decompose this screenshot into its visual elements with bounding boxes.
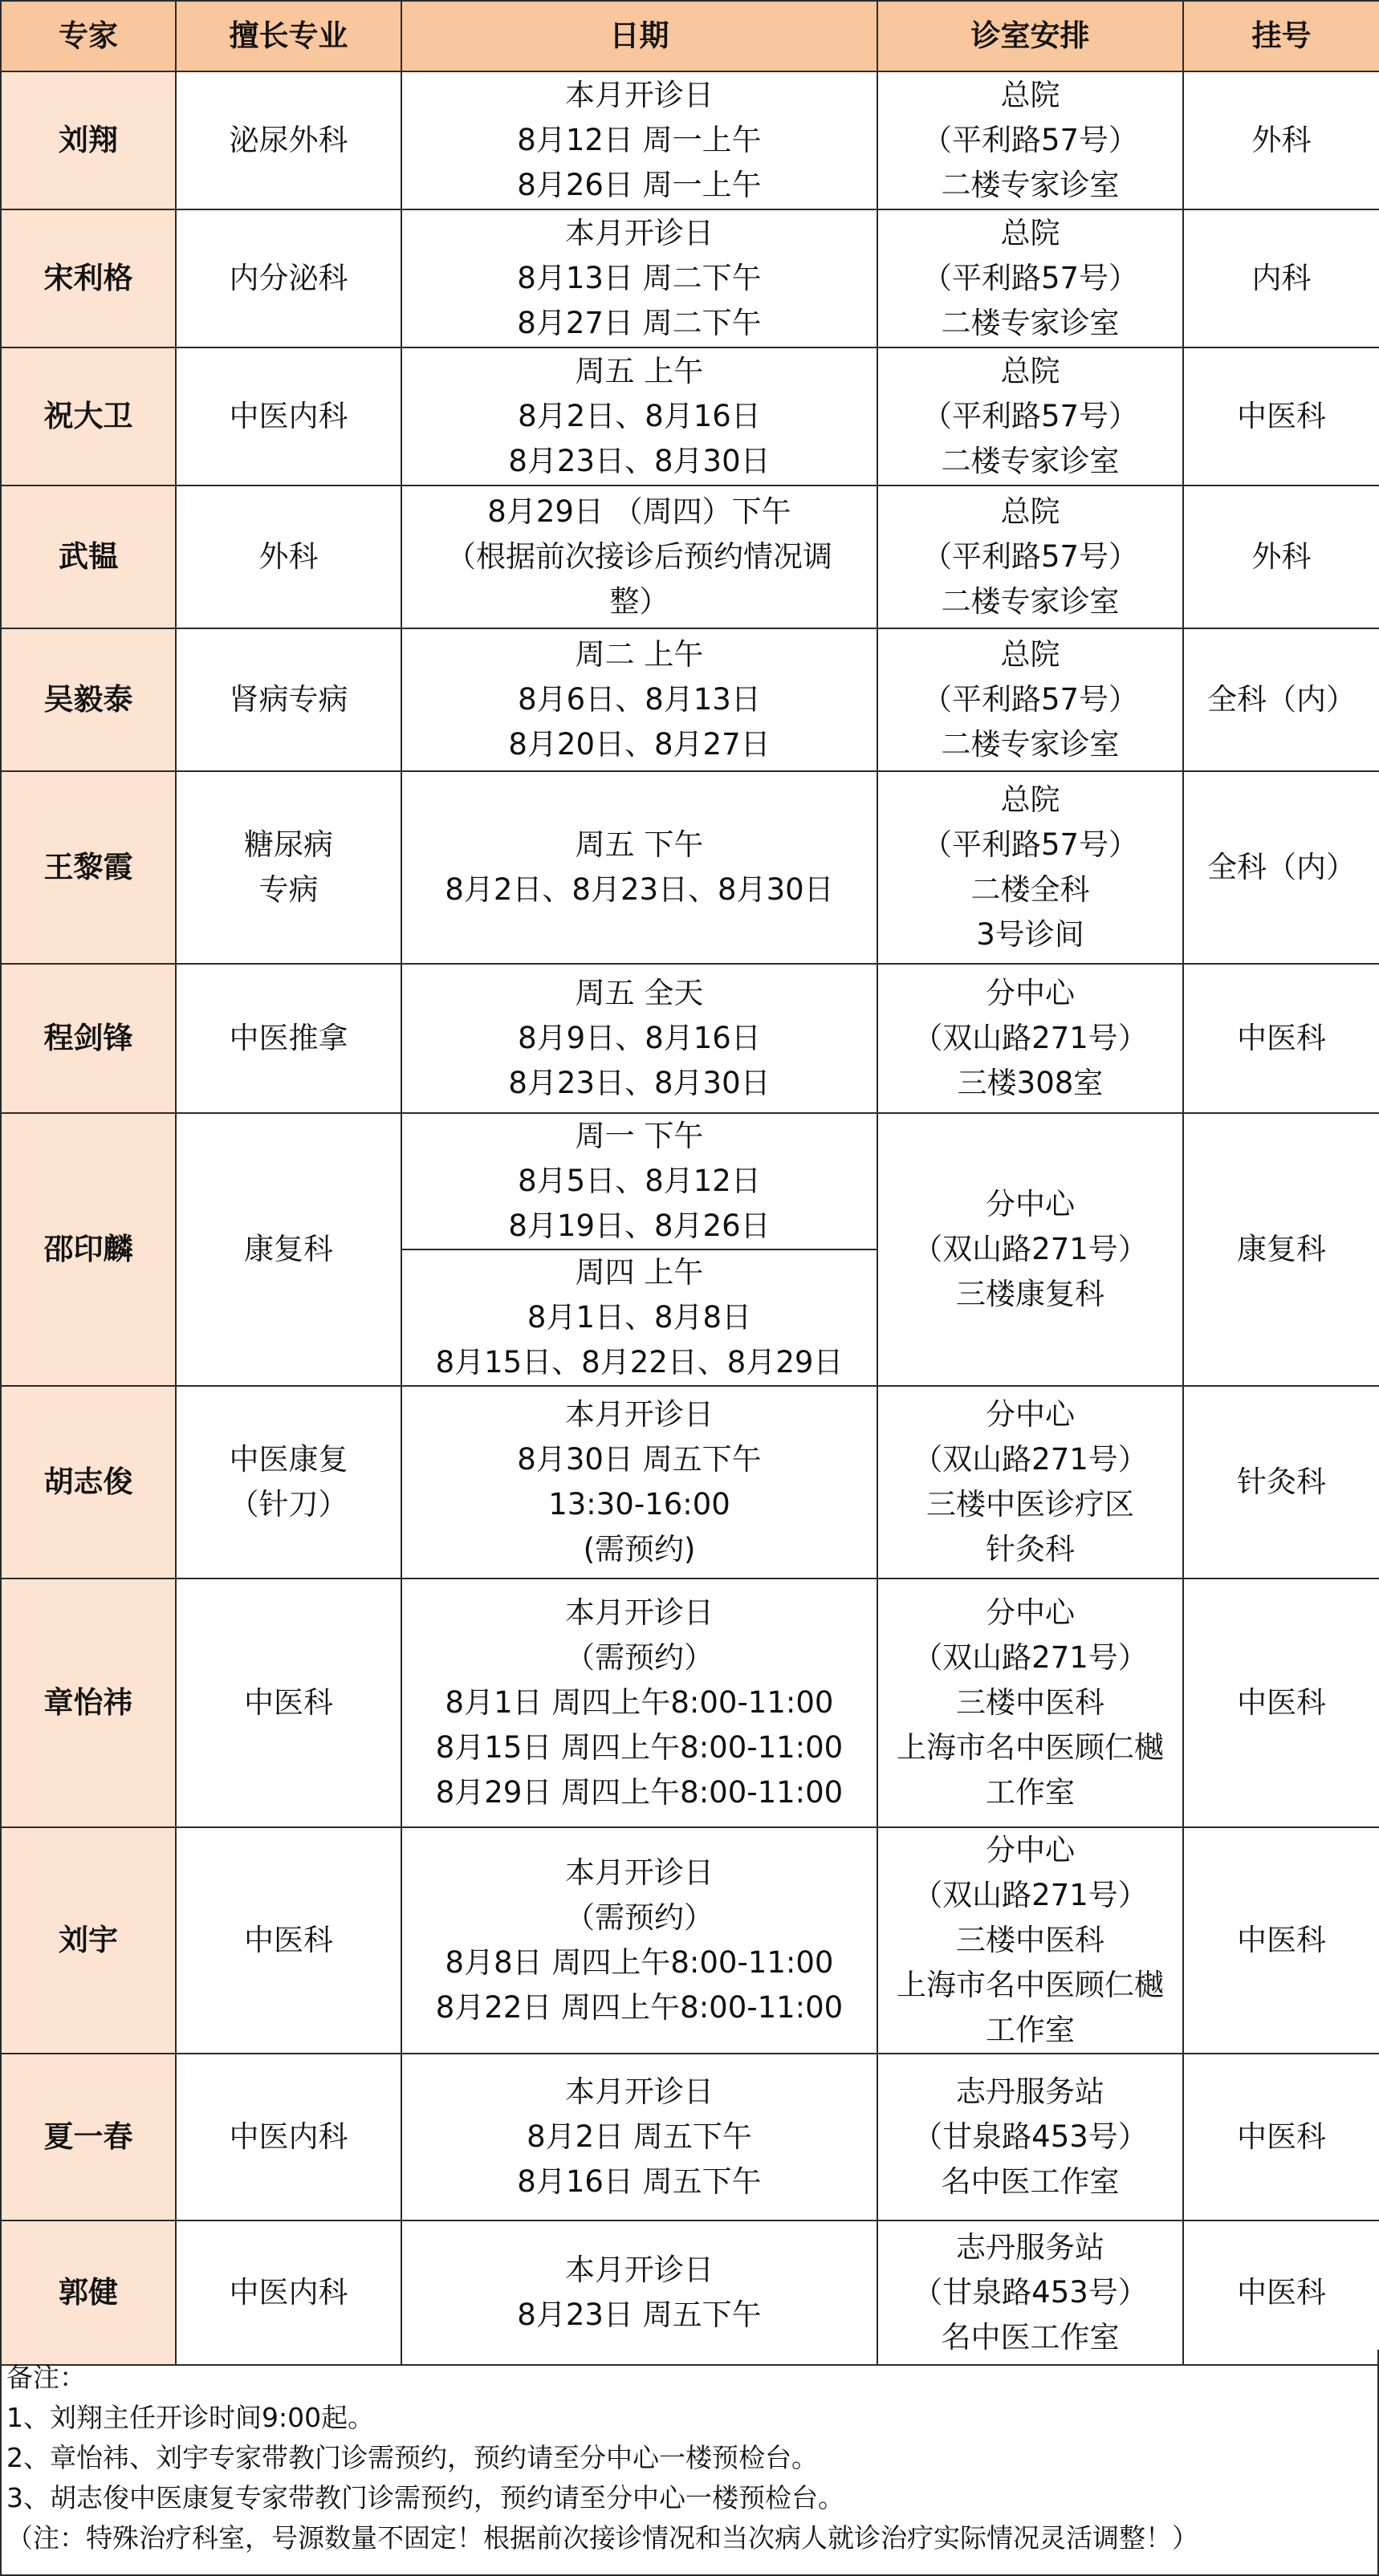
register-cell: 中医科 — [1183, 1579, 1379, 1827]
expert-name: 武韫 — [1, 486, 176, 628]
notes-title: 备注： — [6, 2362, 86, 2393]
header-register: 挂号 — [1183, 1, 1379, 71]
table-header-row — [1, 1, 1379, 71]
note-item: 1、刘翔主任开诊时间9:00起。 — [6, 2402, 375, 2433]
register-cell: 中医科 — [1183, 1827, 1379, 2054]
header-expert: 专家 — [1, 1, 176, 71]
table-row — [1, 1827, 1379, 2054]
date-cell: 周五 下午 8月2日、8月23日、8月30日 — [401, 771, 877, 964]
date-cell: 本月开诊日 （需预约） 8月1日 周四上午8:00-11:00 8月15日 周四上午8:00-11:00 8月29日 周四上午8:00-11:00 — [401, 1579, 877, 1827]
table-row — [1, 1386, 1379, 1579]
specialty-cell: 中医内科 — [176, 347, 401, 486]
specialty-cell: 泌尿外科 — [176, 71, 401, 209]
date-cell: 周五 上午 8月2日、8月16日 8月23日、8月30日 — [401, 347, 877, 486]
register-cell: 中医科 — [1183, 347, 1379, 486]
table-row — [1, 771, 1379, 964]
note-item: 2、章怡祎、刘宇专家带教门诊需预约，预约请至分中心一楼预检台。 — [6, 2442, 818, 2473]
room-cell: 总院 （平利路57号） 二楼专家诊室 — [877, 209, 1183, 347]
register-cell: 中医科 — [1183, 2220, 1379, 2365]
room-cell: 总院 （平利路57号） 二楼专家诊室 — [877, 628, 1183, 771]
register-cell: 外科 — [1183, 486, 1379, 628]
date-cell: 本月开诊日 8月12日 周一上午 8月26日 周一上午 — [401, 71, 877, 209]
header-date: 日期 — [401, 1, 877, 71]
expert-name: 祝大卫 — [1, 347, 176, 486]
specialty-cell: 中医科 — [176, 1579, 401, 1827]
date-cell: 本月开诊日 （需预约） 8月8日 周四上午8:00-11:00 8月22日 周四上午8:00-11:00 — [401, 1827, 877, 2054]
register-cell: 康复科 — [1183, 1113, 1379, 1386]
expert-name: 刘宇 — [1, 1827, 176, 2054]
room-cell: 志丹服务站 （甘泉路453号） 名中医工作室 — [877, 2054, 1183, 2220]
room-cell: 分中心 （双山路271号） 三楼康复科 — [877, 1113, 1183, 1386]
table-row — [1, 2220, 1379, 2365]
header-room: 诊室安排 — [877, 1, 1183, 71]
room-cell: 总院 （平利路57号） 二楼专家诊室 — [877, 486, 1183, 628]
table-row — [1, 486, 1379, 628]
table-row — [1, 628, 1379, 771]
expert-name: 郭健 — [1, 2220, 176, 2365]
expert-name: 程剑锋 — [1, 964, 176, 1113]
date-cell: 本月开诊日 8月2日 周五下午 8月16日 周五下午 — [401, 2054, 877, 2220]
expert-name: 刘翔 — [1, 71, 176, 209]
register-cell: 中医科 — [1183, 964, 1379, 1113]
note-item: 3、胡志俊中医康复专家带教门诊需预约，预约请至分中心一楼预检台。 — [6, 2482, 844, 2513]
expert-name: 邵印麟 — [1, 1113, 176, 1386]
header-specialty: 擅长专业 — [176, 1, 401, 71]
room-cell: 分中心 （双山路271号） 三楼中医诊疗区 针灸科 — [877, 1386, 1183, 1579]
date-cell: 周二 上午 8月6日、8月13日 8月20日、8月27日 — [401, 628, 877, 771]
expert-name: 宋利格 — [1, 209, 176, 347]
room-cell: 分中心 （双山路271号） 三楼中医科 上海市名中医顾仁樾 工作室 — [877, 1579, 1183, 1827]
register-cell: 外科 — [1183, 71, 1379, 209]
date-cell: 8月29日 （周四）下午 （根据前次接诊后预约情况调 整） — [401, 486, 877, 628]
room-cell: 分中心 （双山路271号） 三楼中医科 上海市名中医顾仁樾 工作室 — [877, 1827, 1183, 2054]
specialty-cell: 肾病专病 — [176, 628, 401, 771]
room-cell: 总院 （平利路57号） 二楼专家诊室 — [877, 347, 1183, 486]
specialty-cell: 中医内科 — [176, 2220, 401, 2365]
table-row — [1, 347, 1379, 486]
specialty-cell: 内分泌科 — [176, 209, 401, 347]
specialty-cell: 康复科 — [176, 1113, 401, 1386]
date-cell: 本月开诊日 8月23日 周五下午 — [401, 2220, 877, 2365]
date-cell: 周四 上午 8月1日、8月8日 8月15日、8月22日、8月29日 — [401, 1249, 877, 1386]
specialty-cell: 中医推拿 — [176, 964, 401, 1113]
register-cell: 中医科 — [1183, 2054, 1379, 2220]
date-cell: 本月开诊日 8月13日 周二下午 8月27日 周二下午 — [401, 209, 877, 347]
expert-name: 吴毅泰 — [1, 628, 176, 771]
table-row — [1, 71, 1379, 209]
table-row — [1, 2054, 1379, 2220]
specialty-cell: 外科 — [176, 486, 401, 628]
specialty-cell: 糖尿病 专病 — [176, 771, 401, 964]
expert-name: 胡志俊 — [1, 1386, 176, 1579]
date-cell: 周一 下午 8月5日、8月12日 8月19日、8月26日 — [401, 1113, 877, 1249]
room-cell: 总院 （平利路57号） 二楼专家诊室 — [877, 71, 1183, 209]
register-cell: 内科 — [1183, 209, 1379, 347]
notes-section — [0, 2350, 1379, 2576]
room-cell: 分中心 （双山路271号） 三楼308室 — [877, 964, 1183, 1113]
specialty-cell: 中医内科 — [176, 2054, 401, 2220]
date-cell: 周五 全天 8月9日、8月16日 8月23日、8月30日 — [401, 964, 877, 1113]
note-footnote: （注：特殊治疗科室，号源数量不固定！根据前次接诊情况和当次病人就诊治疗实际情况灵活调整！） — [6, 2522, 1198, 2554]
table-row — [1, 209, 1379, 347]
specialty-cell: 中医科 — [176, 1827, 401, 2054]
specialty-cell: 中医康复 （针刀） — [176, 1386, 401, 1579]
expert-name: 王黎霞 — [1, 771, 176, 964]
table-row — [1, 964, 1379, 1113]
expert-name: 章怡祎 — [1, 1579, 176, 1827]
table-row — [1, 1113, 1379, 1249]
register-cell: 全科（内） — [1183, 771, 1379, 964]
expert-name: 夏一春 — [1, 2054, 176, 2220]
room-cell: 志丹服务站 （甘泉路453号） 名中医工作室 — [877, 2220, 1183, 2365]
register-cell: 针灸科 — [1183, 1386, 1379, 1579]
date-cell: 本月开诊日 8月30日 周五下午 13:30-16:00 (需预约) — [401, 1386, 877, 1579]
room-cell: 总院 （平利路57号） 二楼全科 3号诊间 — [877, 771, 1183, 964]
table-row — [1, 1579, 1379, 1827]
register-cell: 全科（内） — [1183, 628, 1379, 771]
